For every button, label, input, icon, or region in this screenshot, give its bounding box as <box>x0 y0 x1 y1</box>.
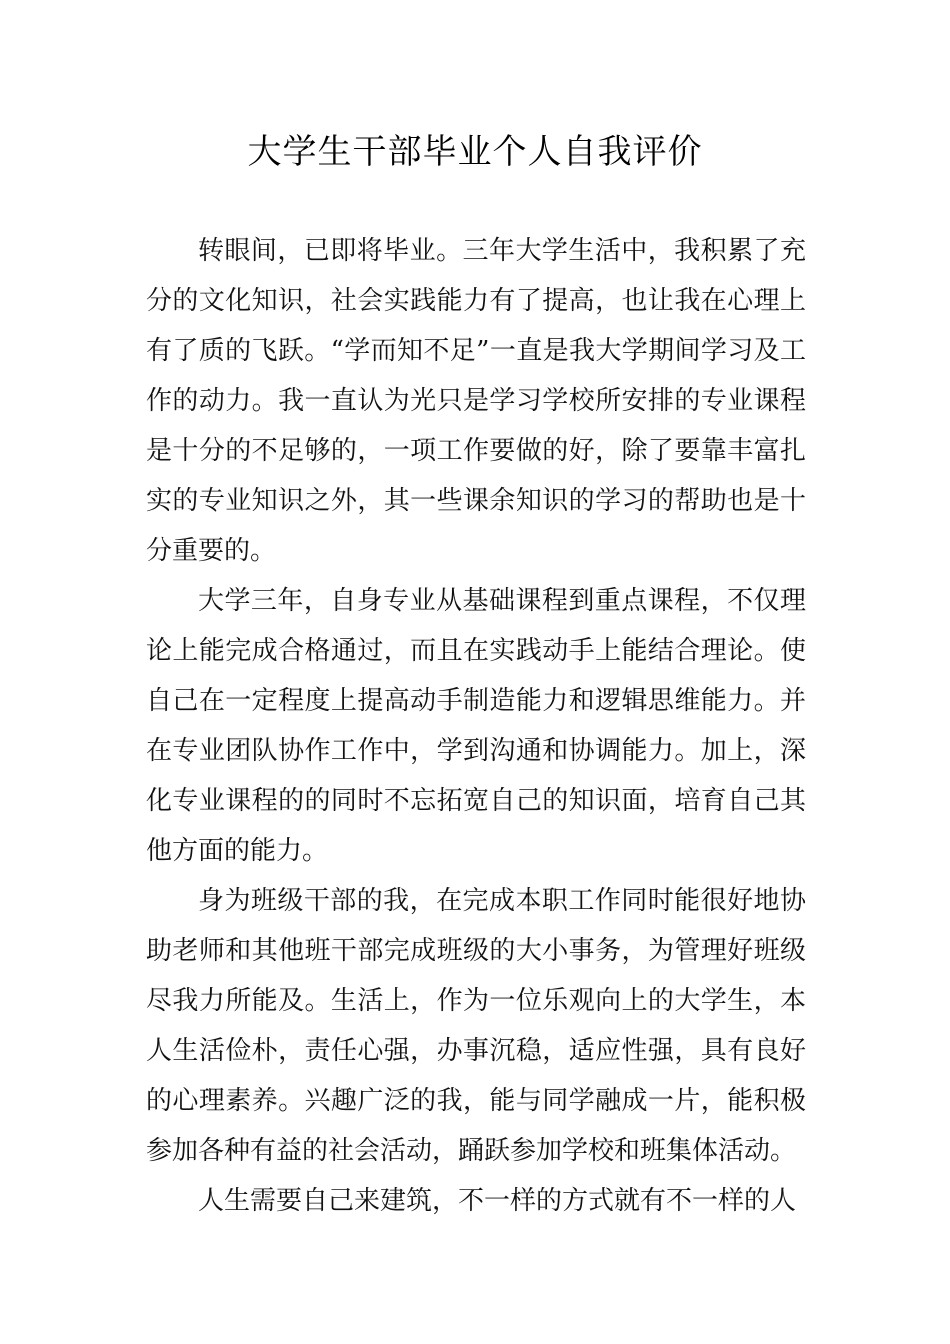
paragraph-4: 人生需要自己来建筑，不一样的方式就有不一样的人 <box>198 1186 797 1216</box>
paragraph-1: 转眼间，已即将毕业。三年大学生活中，我积累了充分的文化知识，社会实践能力有了提高，也让我在心理上有了质的飞跃。“学而知不足”一直是我大学期间学习及工作的动力。我一直认为光只是学习学校所安排的专业课程是十分的不足够的，一项工作要做的好，除了要靠丰富扎实的专业知识之外，其一些课余知识的学习的帮助也是十分重要的。 <box>146 236 806 566</box>
paragraph-2: 大学三年，自身专业从基础课程到重点课程，不仅理论上能完成合格通过，而且在实践动手上能结合理论。使自己在一定程度上提高动手制造能力和逻辑思维能力。并在专业团队协作工作中，学到沟通和协调能力。加上，深化专业课程的的同时不忘拓宽自己的知识面，培育自己其他方面的能力。 <box>146 586 806 866</box>
document-title: 大学生干部毕业个人自我评价 <box>247 132 703 172</box>
document-body <box>146 226 806 1226</box>
paragraph-3: 身为班级干部的我，在完成本职工作同时能很好地协助老师和其他班干部完成班级的大小事务，为管理好班级尽我力所能及。生活上，作为一位乐观向上的大学生，本人生活俭朴，责任心强，办事沉稳，适应性强，具有良好的心理素养。兴趣广泛的我，能与同学融成一片，能积极参加各种有益的社会活动，踊跃参加学校和班集体活动。 <box>146 886 806 1166</box>
